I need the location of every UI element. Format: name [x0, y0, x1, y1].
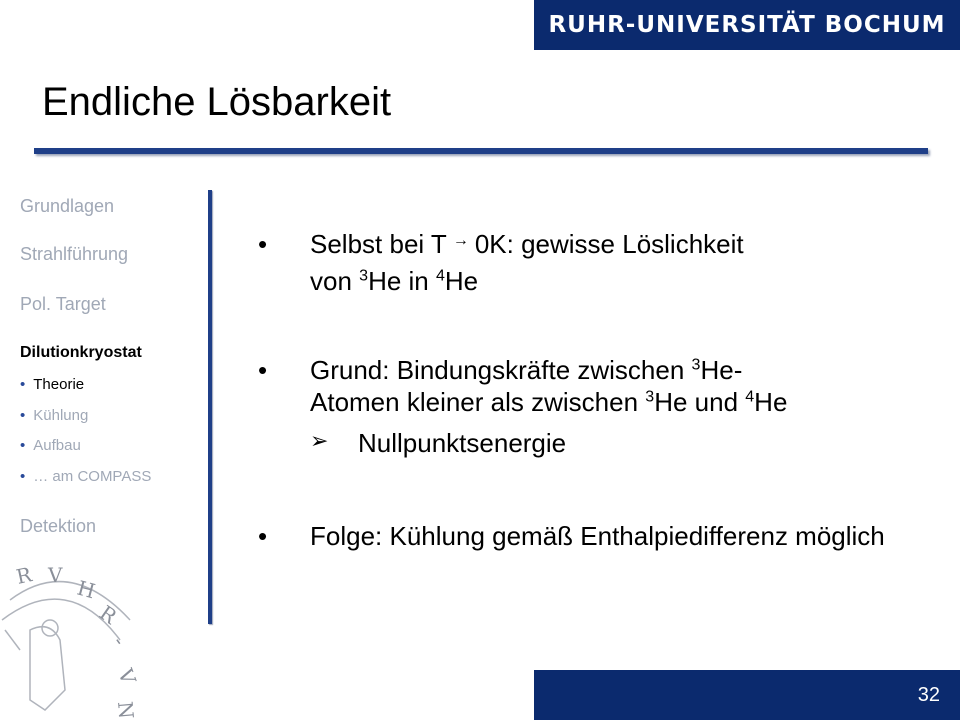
text-fragment: Atomen kleiner als zwischen	[310, 387, 639, 417]
nav-item-detektion[interactable]: Detektion	[20, 516, 97, 536]
superscript: 4	[436, 267, 445, 285]
text-fragment: He-	[700, 355, 743, 385]
nav-subitem-aufbau[interactable]	[20, 437, 81, 454]
seal-lettering	[14, 562, 141, 720]
nav-bullet-icon: •	[20, 468, 26, 485]
text-fragment: He	[754, 387, 788, 417]
text-fragment: He	[444, 266, 479, 296]
nav-subitem-theorie[interactable]	[20, 376, 84, 393]
superscript: 3	[645, 388, 655, 406]
nav-subitem-kuehlung[interactable]	[20, 407, 88, 424]
nav-item-dilutionkryostat[interactable]: Dilutionkryostat	[20, 344, 142, 361]
university-name: RUHR-UNIVERSITÄT BOCHUM	[548, 12, 946, 38]
nav-bullet-icon: •	[20, 376, 26, 393]
nav-subitem-compass[interactable]	[20, 468, 151, 485]
svg-text:N: N	[113, 700, 139, 720]
bullet-text	[310, 228, 930, 297]
nav-item-strahlfuehrung[interactable]: Strahlführung	[20, 244, 129, 264]
page-number: 32	[917, 684, 940, 706]
svg-text:H: H	[74, 575, 98, 604]
nav-item-grundlagen[interactable]: Grundlagen	[20, 196, 115, 216]
arrow-right-icon: →	[452, 232, 469, 249]
nav-subitem-label: Theorie	[33, 376, 85, 393]
nav-subitem-label: … am COMPASS	[33, 468, 152, 485]
title-divider	[34, 148, 928, 154]
sub-bullet-text: Nullpunktsenergie	[358, 428, 567, 458]
superscript: 4	[745, 388, 755, 406]
nav-subitem-label: Aufbau	[33, 437, 81, 454]
bullet-text	[310, 354, 930, 418]
svg-text:V: V	[48, 563, 63, 587]
bullet-icon: •	[258, 355, 268, 385]
text-fragment: Grund: Bindungskräfte zwischen	[310, 355, 685, 385]
bullet-icon: •	[258, 521, 268, 551]
superscript: 3	[691, 356, 701, 374]
text-fragment: von	[310, 266, 352, 296]
nav-subitem-label: Kühlung	[33, 407, 89, 424]
svg-text:V: V	[113, 665, 141, 688]
nav-bullet-icon: •	[20, 407, 26, 424]
svg-text:-: -	[107, 631, 132, 651]
slide-title: Endliche Lösbarkeit	[42, 80, 392, 124]
svg-text:R: R	[95, 600, 122, 629]
bullet-text: Folge: Kühlung gemäß Enthalpiedifferenz möglich	[310, 521, 885, 551]
university-seal-icon	[0, 560, 160, 720]
university-logo-bar	[534, 0, 960, 50]
svg-text:R: R	[14, 562, 34, 589]
bullet-icon: •	[258, 229, 268, 259]
nav-bullet-icon: •	[20, 437, 26, 454]
sidebar-divider	[208, 190, 212, 624]
text-fragment: 0K: gewisse Löslichkeit	[474, 229, 744, 259]
footer-bar	[534, 670, 960, 720]
text-fragment: He in	[368, 266, 429, 296]
nav-item-pol-target[interactable]: Pol. Target	[20, 294, 106, 314]
superscript: 3	[359, 267, 369, 285]
text-fragment: He und	[654, 387, 739, 417]
text-fragment: Selbst bei T	[310, 229, 447, 259]
arrowhead-bullet-icon: ➢	[310, 428, 329, 453]
